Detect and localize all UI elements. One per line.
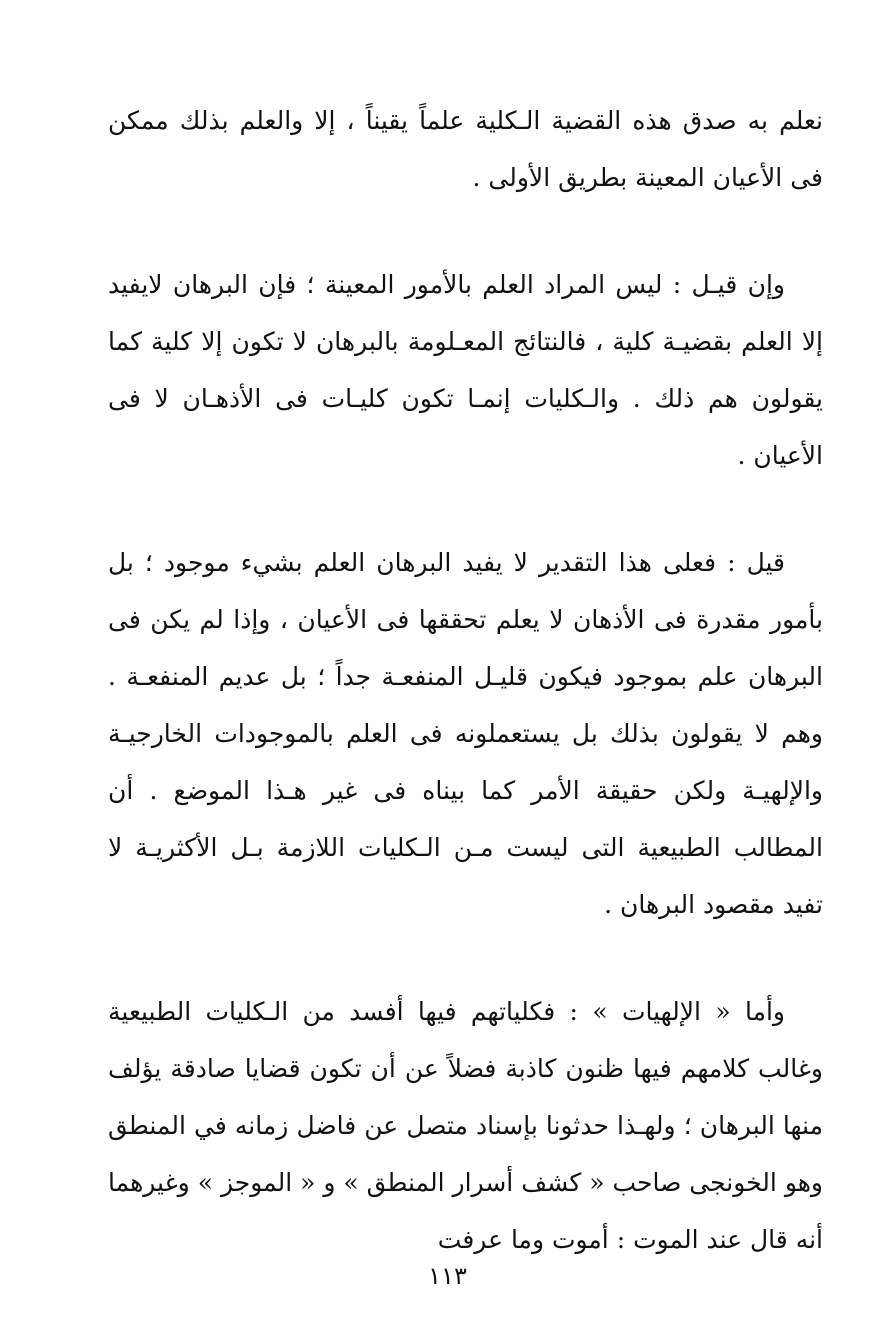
- paragraph-1: نعلم به صدق هذه القضية الـكلية علماً يقيناً ، إلا والعلم بذلك ممكن فى الأعيان المعينة بطريق الأولى .: [108, 106, 823, 192]
- paragraph-gap: [108, 933, 823, 983]
- body-text: [108, 92, 823, 1268]
- paragraph-4: وأما « الإلهيات » : فكلياتهم فيها أفسد من الـكليات الطبيعية وغالب كلامهم فيها ظنون كاذبة فضلاً عن أن تكون قضايا صادقة يؤلف منها البرهان ؛ ولهـذا حدثونا بإسناد متصل عن فاضل زمانه في المنطق وهو الخونجى صاحب « كشف أسرار المنطق » و « الموجز » وغيرهما أنه قال عند الموت : أموت وما عرفت: [108, 997, 823, 1254]
- paragraph-2: وإن قيـل : ليس المراد العلم بالأمور المعينة ؛ فإن البرهان لايفيد إلا العلم بقضيـة كلية ، فالنتائج المعـلومة بالبرهان لا تكون إلا كلية كما يقولون هم ذلك . والـكليات إنمـا تكون كليـات فى الأذهـان لا فى الأعيان .: [108, 270, 823, 470]
- paragraph-gap: [108, 484, 823, 534]
- page-number: ١١٣: [428, 1262, 467, 1290]
- paragraph-gap: [108, 206, 823, 256]
- paragraph-3: قيل : فعلى هذا التقدير لا يفيد البرهان العلم بشيء موجود ؛ بل بأمور مقدرة فى الأذهان لا يعلم تحققها فى الأعيان ، وإذا لم يكن فى البرهان علم بموجود فيكون قليـل المنفعـة جداً ؛ بل عديم المنفعـة . وهم لا يقولون بذلك بل يستعملونه فى العلم بالموجودات الخارجيـة والإلهيـة ولكن حقيقة الأمر كما بيناه فى غير هـذا الموضع . أن المطالب الطبيعية التى ليست مـن الـكليات اللازمة بـل الأكثريـة لا تفيد مقصود البرهان .: [108, 548, 823, 919]
